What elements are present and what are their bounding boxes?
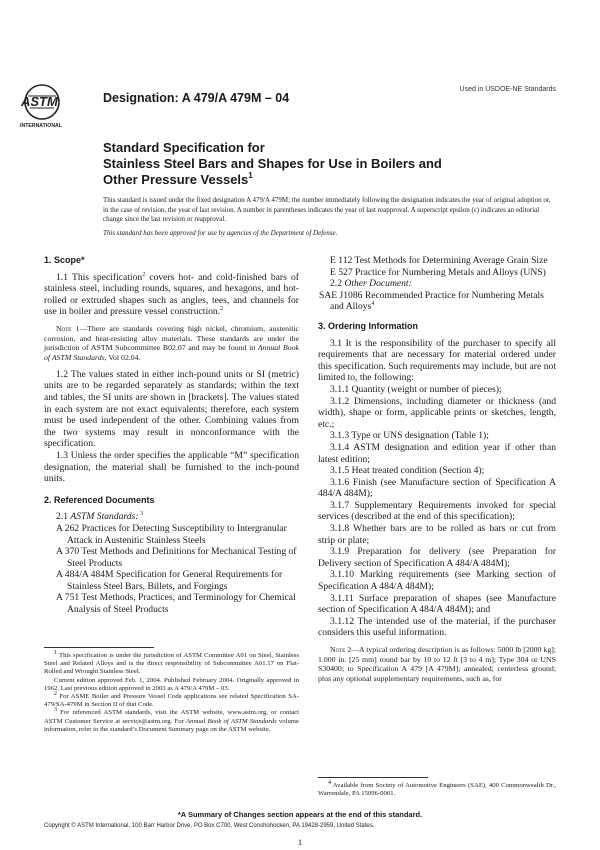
scope-1-2: 1.2 The values stated in either inch-pound units or SI (metric) units are to be regarded separately as standards; within the text and tables, the SI units are shown in [brackets]. The values stated in each system are not exact equivalents; therefore, each system must be used independent of the other. Combining values from the two systems may result in nonconformance with the specification. [44, 368, 299, 450]
dod-approval-note: This standard has been approved for use by agencies of the Department of Defense. [103, 229, 338, 237]
document-title [103, 140, 543, 188]
astm-logo [18, 80, 86, 132]
ordering-3-1: 3.1 It is the responsibility of the purchaser to specify all requirements that are necessary for material ordered under this specification. Such requirements may include, but are not limited to, the following: [318, 337, 556, 384]
other-document-subheading: 2.2 Other Document: [330, 278, 412, 290]
footnote-1-edition: Current edition approved Feb. 1, 2004. Published February 2004. Originally approved in 1962. Last previous edition approved in 2003 as A 479/A 479M – 03. [44, 676, 299, 692]
copyright-line: Copyright © ASTM International, 100 Barr Harbor Drive, PO Box C700, West Conshohocken, PA 19428-2959, United States. [44, 823, 375, 829]
footnote-1: $^1$ This specification is under the jurisdiction of ASTM Committee A01 on Steel, Stainless Steel and Related Alloys and is the direct responsibility of Subcommittee A01.17 on Flat-Rolled and Wrought Stainless Steel. [44, 649, 299, 676]
reference-item: E 527 Practice for Numbering Metals and Alloys (UNS) [330, 266, 546, 278]
reference-item-sae: SAE J1086 Recommended Practice for Numbering Metals and Alloys$^4$ [319, 289, 544, 313]
ordering-item: 3.1.11 Surface preparation of shapes (see Manufacture section of Specification A 484/A 484M); and [318, 592, 556, 616]
note-2: Note 2—A typical ordering description is as follows: 5000 lb [2000 kg]; 1.000 in. [25 mm] round bar by 10 to 12 ft [3 to 4 m]; Type 304 or UNS S30400; to Specification A 479 [A 479M]; annealed; centerless ground; plus any optional supplementary requirements, such as, for [318, 645, 556, 684]
footnote-3: $^3$ For referenced ASTM standards, visit the ASTM website, www.astm.org, or contact ASTM Customer Service at service@astm.org. For Annual Book of ASTM Standards volume information, refer to the standard’s Document Summary page on the ASTM website. [44, 707, 299, 733]
scope-heading: 1. Scope* [44, 255, 85, 265]
reference-item: E 112 Test Methods for Determining Average Grain Size [330, 255, 548, 266]
ordering-item: 3.1.10 Marking requirements (see Marking section of Specification A 484/A 484M); [318, 569, 556, 593]
reference-item: A 370 Test Methods and Definitions for Mechanical Testing of Steel Products [56, 546, 297, 569]
logo-text: ASTM [21, 94, 58, 109]
ordering-item: 3.1.5 Heat treated condition (Section 4); [330, 465, 485, 477]
title-footnote-mark: 1 [248, 171, 253, 180]
referenced-list-right [318, 255, 556, 278]
footnote-divider [44, 647, 154, 648]
title-line-1: Standard Specification for [103, 140, 265, 155]
referenced-documents-heading: 2. Referenced Documents [44, 494, 155, 505]
summary-of-changes-note: *A Summary of Changes section appears at the end of this standard. [177, 810, 423, 819]
ordering-item: 3.1.9 Preparation for delivery (see Preparation for Delivery section of Specification A 484/A 484M); [318, 546, 556, 569]
footnotes-right [318, 779, 556, 798]
reference-item: A 751 Test Methods, Practices, and Terminology for Chemical Analysis of Steel Products [56, 592, 296, 616]
left-column [44, 255, 299, 616]
ordering-item: 3.1.2 Dimensions, including diameter or thickness (and width), shape or form, applicable prints or sketches, length, etc.; [318, 395, 556, 430]
issuance-note: This standard is issued under the fixed designation A 479/A 479M; the number immediately following the designation indicates the year of original adoption or, in the case of revision, the year of last revision. A number in parentheses indicates the year of last reapproval. A superscript epsilon (ε) indicates an editorial change since the last revision or reapproval. [103, 196, 551, 224]
ordering-item: 3.1.7 Supplementary Requirements invoked for special services (described at the end of this specification); [318, 499, 556, 523]
referenced-list-left [44, 523, 299, 616]
ordering-heading: 3. Ordering Information [318, 320, 419, 331]
scope-1-1: 1.1 This specification$^2$ covers hot- and cold-finished bars of stainless steel, including rounds, squares, and hexagons, and hot-rolled or extruded shapes such as angles, tees, and channels for use in boiler and pressure vessel construction.$^2$ [44, 271, 299, 318]
astm-standards-subheading: 2.1 ASTM Standards: $^3$ [56, 511, 144, 523]
scope-1-3: 1.3 Unless the order specifies the applicable “M” specification designation, the material shall be furnished to the inch-pound units. [44, 449, 299, 485]
ordering-item: 3.1.4 ASTM designation and edition year if other than latest edition; [318, 441, 556, 465]
footnotes-left [44, 649, 299, 734]
title-line-3: Other Pressure Vessels [103, 172, 249, 187]
designation: Designation: A 479/A 479M – 04 [103, 91, 290, 105]
ordering-item: 3.1.6 Finish (see Manufacture section of Specification A 484/A 484M); [318, 476, 556, 500]
reference-item: A 262 Practices for Detecting Susceptibility to Intergranular Attack in Austenitic Stainless Steels [56, 522, 287, 546]
reference-item: A 484/A 484M Specification for General Requirements for Stainless Steel Bars, Billets, and Forgings [56, 569, 283, 592]
right-column [318, 255, 556, 684]
logo-subtext: INTERNATIONAL [20, 123, 62, 129]
ordering-item: 3.1.12 The intended use of the material, if the purchaser considers this useful information. [318, 615, 556, 639]
footnote-2: $^2$ For ASME Boiler and Pressure Vessel Code applications see related Specification SA-479/SA-479M in Section II of that Code. [44, 690, 299, 709]
page-number: 1 [297, 837, 303, 847]
ordering-item: 3.1.8 Whether bars are to be rolled as bars or cut from strip or plate; [318, 523, 556, 546]
footnote-divider [318, 777, 428, 778]
ordering-item: 3.1.3 Type or UNS designation (Table 1); [330, 430, 489, 442]
title-line-2: Stainless Steel Bars and Shapes for Use in Boilers and [103, 156, 442, 171]
used-in-label: Used in USDOE-NE Standards [459, 86, 556, 93]
footnote-4: $^4$ Available from Society of Automotive Engineers (SAE), 400 Commonwealth Dr., Warrendale, PA 15096-0001. [318, 779, 556, 798]
note-1: Note 1—There are standards covering high nickel, chromium, austenitic corrosion, and heat-resisting alloy materials. These standards are under the jurisdiction of ASTM Subcommittee B02.07 and may be found in Annual Book of ASTM Standards, Vol 02.04. [44, 323, 299, 363]
ordering-item: 3.1.1 Quantity (weight or number of pieces); [330, 383, 502, 395]
